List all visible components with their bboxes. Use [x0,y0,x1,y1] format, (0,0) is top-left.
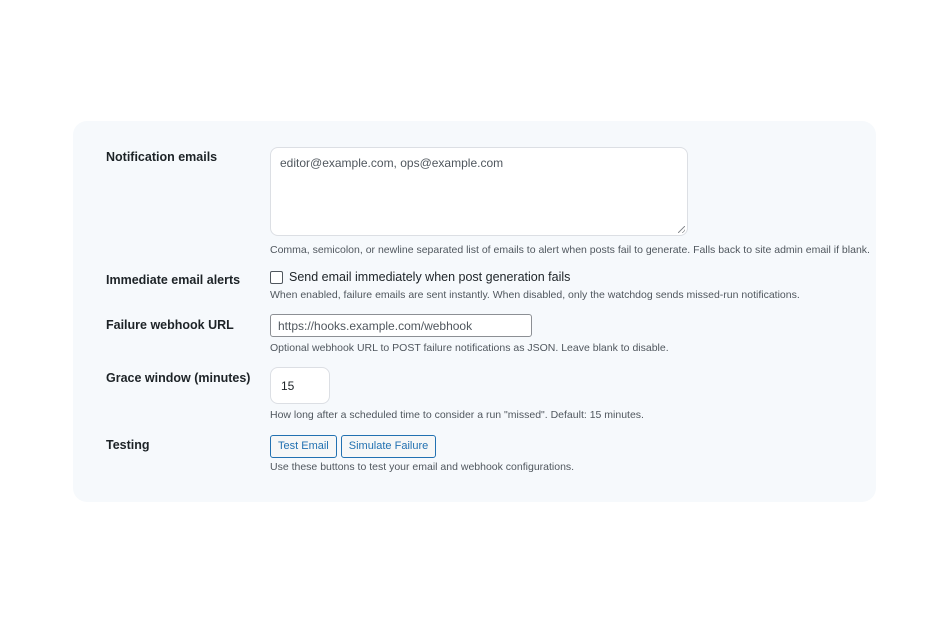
notification-emails-textarea[interactable] [270,147,688,236]
immediate-alerts-label: Immediate email alerts [106,273,241,287]
failure-webhook-label: Failure webhook URL [106,318,234,332]
grace-window-field [270,367,644,421]
immediate-alerts-checkbox[interactable] [270,271,283,284]
immediate-alerts-field [270,270,800,301]
grace-window-value: 15 [281,379,295,393]
failure-webhook-help: Optional webhook URL to POST failure notifications as JSON. Leave blank to disable. [270,342,669,354]
simulate-failure-button[interactable]: Simulate Failure [341,435,436,458]
test-email-button[interactable]: Test Email [270,435,337,458]
notification-emails-value: editor@example.com, ops@example.com [280,156,504,170]
grace-window-label: Grace window (minutes) [106,371,251,385]
notification-settings-panel [73,121,876,502]
immediate-alerts-option[interactable] [270,270,800,284]
notification-emails-field [270,147,870,256]
grace-window-input[interactable] [270,367,330,404]
testing-field [270,435,574,473]
failure-webhook-field [270,314,669,354]
grace-window-help: How long after a scheduled time to consider a run "missed". Default: 15 minutes. [270,409,644,421]
testing-label: Testing [106,438,150,452]
testing-buttons [270,435,574,458]
failure-webhook-placeholder: https://hooks.example.com/webhook [278,319,473,333]
notification-emails-label: Notification emails [106,150,218,164]
resize-grip-icon[interactable] [678,226,685,233]
immediate-alerts-checkbox-label[interactable]: Send email immediately when post generation fails [289,270,571,284]
notification-emails-help: Comma, semicolon, or newline separated list of emails to alert when posts fail to generate. Falls back to site admin email if blank. [270,244,870,256]
failure-webhook-input[interactable] [270,314,532,337]
testing-help: Use these buttons to test your email and webhook configurations. [270,461,575,473]
immediate-alerts-help: When enabled, failure emails are sent instantly. When disabled, only the watchdog sends missed-run notifications. [270,289,800,301]
